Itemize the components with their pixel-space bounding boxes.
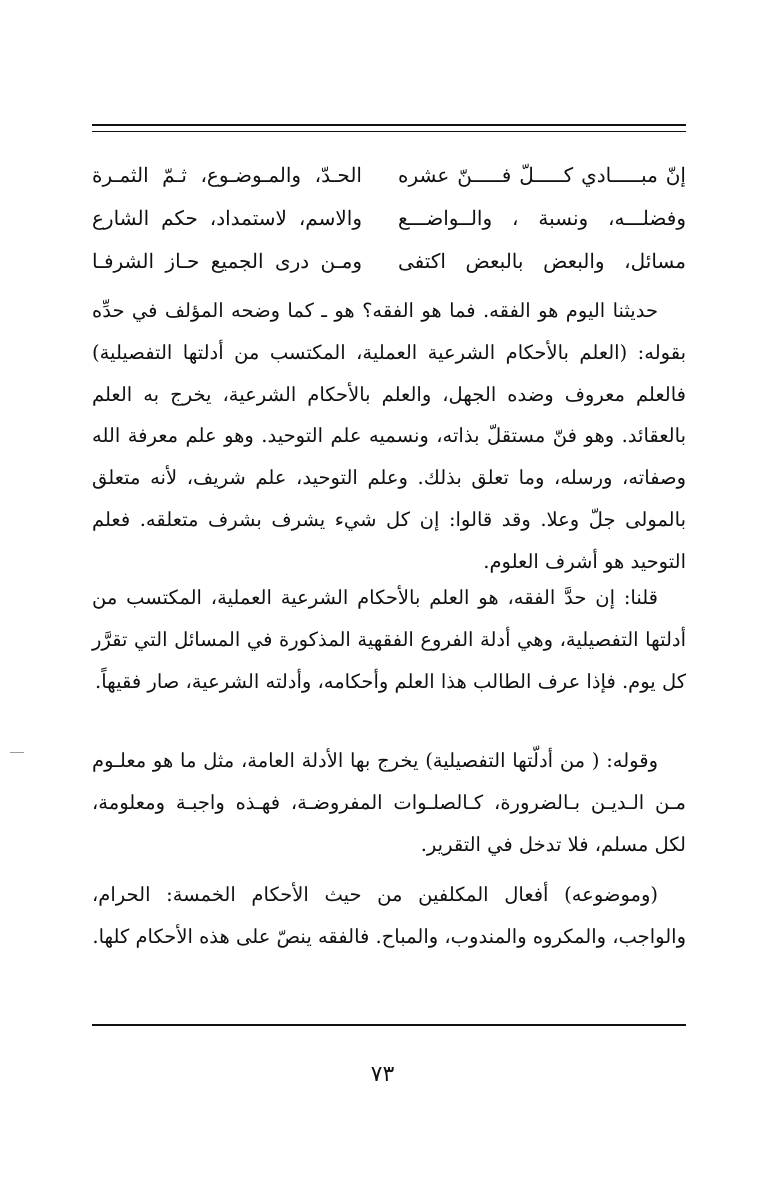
verse-line-2 xyxy=(92,197,686,239)
verse-second-hemistich: والاسم، لاستمداد، حكم الشارع xyxy=(92,206,362,230)
verse-second-hemistich: ومـن درى الجميع حـاز الشرفـا xyxy=(92,249,362,273)
paragraph-fiqh-limit: قلنا: إن حدَّ الفقه، هو العلم بالأحكام الشرعية العملية، المكتسب من أدلتها التفصيلية، وهي أدلة الفروع الفقهية المذكورة في المسائل التي تقرَّر كل يوم. فإذا عرف الطالب هذا العلم وأحكامه، وأدلته الشرعية، صار فقيهاً. xyxy=(92,586,686,693)
bottom-rule xyxy=(92,1024,686,1026)
verse-second-hemistich: الحـدّ، والمـوضـوع، ثـمّ الثمـرة xyxy=(92,163,362,187)
verse-first-hemistich: إنّ مبـــــادي كـــــلّ فـــــنّ عشره xyxy=(398,163,686,187)
top-rule-thick xyxy=(92,124,686,126)
verse-first-hemistich: وفضلـــه، ونسبة ، والــواضـــع xyxy=(398,206,686,230)
paragraph-fiqh-definition: حديثنا اليوم هو الفقه. فما هو الفقه؟ هو ـ كما وضحه المؤلف في حدِّه بقوله: (العلم بالأحكام الشرعية العملية، المكتسب من أدلتها التفصيلية) فالعلم معروف وضده الجهل، والعلم بالأحكام الشرعية، يخرج به العلم بالعقائد. وهو فنّ مستقلّ بذاته، ونسميه علم التوحيد. وهو علم معرفة الله وصفاته، ورسله، وما تعلق بذلك. وعلم التوحيد، علم شريف، لأنه متعلق بالمولى جلّ وعلا. وقد قالوا: إن كل شيء يشرف بشرف متعلقه. فعلم التوحيد هو أشرف العلوم. xyxy=(92,299,686,573)
verse-line-1 xyxy=(92,154,686,196)
paragraph-subject-matter: (وموضوعه) أفعال المكلفين من حيث الأحكام الخمسة: الحرام، والواجب، والمكروه والمندوب، والمباح. فالفقه ينصّ على هذه الأحكام كلها. xyxy=(92,883,686,948)
margin-mark xyxy=(10,752,24,753)
page-number: ٧٣ xyxy=(370,1062,395,1087)
verse-first-hemistich: مسائل، والبعض بالبعض اكتفى xyxy=(398,249,686,273)
paragraph-detailed-evidence: وقوله: ( من أدلّتها التفصيلية) يخرج بها الأدلة العامة، مثل ما هو معلـوم مـن الـديـن بـالضرورة، كـالصلـوات المفروضـة، فهـذه واجبـة ومعلومة، لكل مسلم، فلا تدخل في التقرير. xyxy=(92,749,686,856)
verse-line-3 xyxy=(92,240,686,282)
top-rule-thin xyxy=(92,131,686,132)
